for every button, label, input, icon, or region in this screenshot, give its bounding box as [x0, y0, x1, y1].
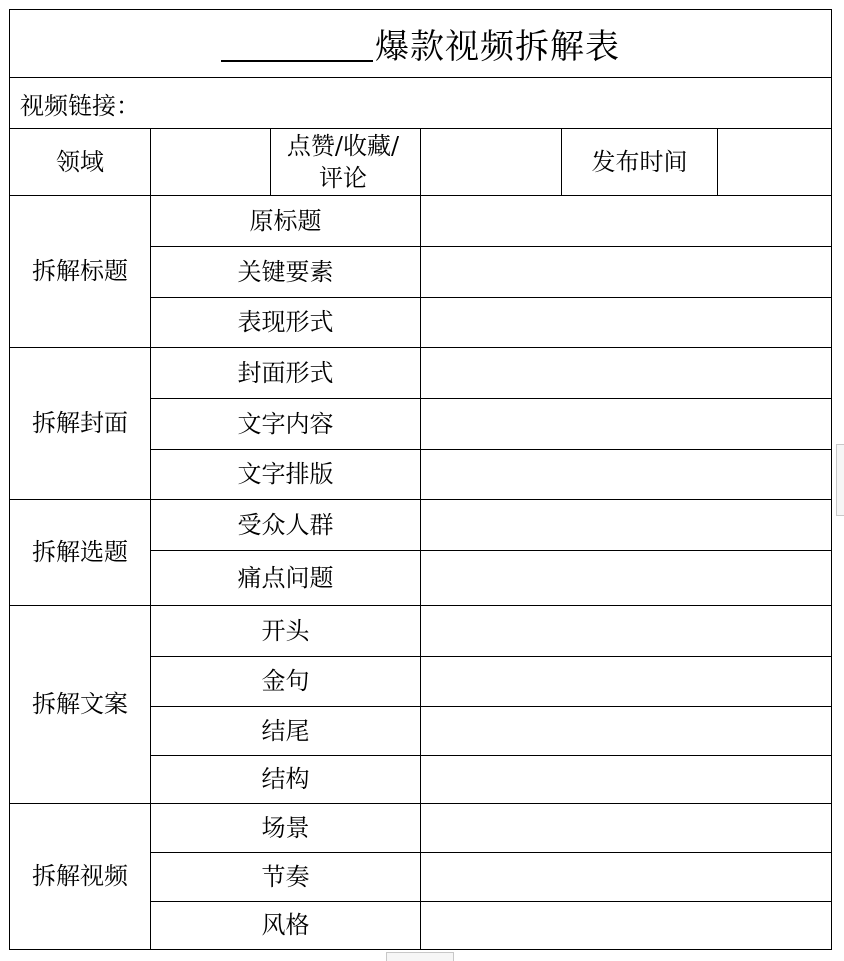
item-opening-value[interactable]	[421, 606, 831, 656]
item-structure-value[interactable]	[421, 756, 831, 803]
title-blank-line[interactable]	[221, 26, 373, 62]
likes-value[interactable]	[421, 129, 561, 195]
item-text-layout: 文字排版	[237, 460, 334, 489]
item-text-layout-value[interactable]	[421, 450, 831, 499]
item-scene-value[interactable]	[421, 804, 831, 852]
item-structure: 结构	[261, 765, 310, 794]
breakdown-table	[9, 9, 832, 950]
item-text-content: 文字内容	[237, 409, 334, 438]
item-ending: 结尾	[261, 716, 310, 745]
item-pain-points: 痛点问题	[237, 563, 334, 592]
item-cover-form-value[interactable]	[421, 348, 831, 398]
item-rhythm-value[interactable]	[421, 853, 831, 901]
item-key-elements-value[interactable]	[421, 247, 831, 297]
item-cover-form: 封面形式	[237, 358, 334, 387]
table-title	[10, 10, 831, 77]
item-audience-value[interactable]	[421, 500, 831, 550]
item-presentation-form: 表现形式	[237, 308, 334, 337]
title-text: 爆款视频拆解表	[375, 27, 620, 67]
item-pain-points-value[interactable]	[421, 551, 831, 605]
publish-time-value[interactable]	[718, 129, 831, 195]
item-audience: 受众人群	[237, 510, 334, 539]
item-key-elements: 关键要素	[237, 257, 334, 286]
field-value[interactable]	[151, 129, 270, 195]
item-golden-sentence-value[interactable]	[421, 657, 831, 706]
section-label-title: 拆解标题	[32, 257, 128, 286]
item-text-content-value[interactable]	[421, 399, 831, 449]
item-rhythm: 节奏	[261, 862, 310, 891]
item-original-title-value[interactable]	[421, 196, 831, 246]
side-scroll-handle[interactable]	[836, 444, 844, 516]
video-link-label: 视频链接：	[20, 91, 140, 120]
item-golden-sentence: 金句	[261, 667, 310, 696]
section-label-cover: 拆解封面	[32, 409, 128, 438]
section-label-video: 拆解视频	[32, 862, 128, 891]
item-opening: 开头	[261, 616, 310, 645]
section-label-topic: 拆解选题	[32, 538, 128, 567]
section-label-copy: 拆解文案	[32, 690, 128, 719]
field-label: 领域	[56, 147, 104, 176]
item-original-title: 原标题	[249, 206, 322, 235]
item-style-value[interactable]	[421, 902, 831, 949]
item-ending-value[interactable]	[421, 707, 831, 755]
item-style: 风格	[261, 911, 310, 940]
item-presentation-form-value[interactable]	[421, 298, 831, 347]
likes-label: 点赞/收藏/评论	[286, 131, 400, 192]
publish-time-label: 发布时间	[591, 147, 688, 176]
item-scene: 场景	[261, 813, 310, 842]
